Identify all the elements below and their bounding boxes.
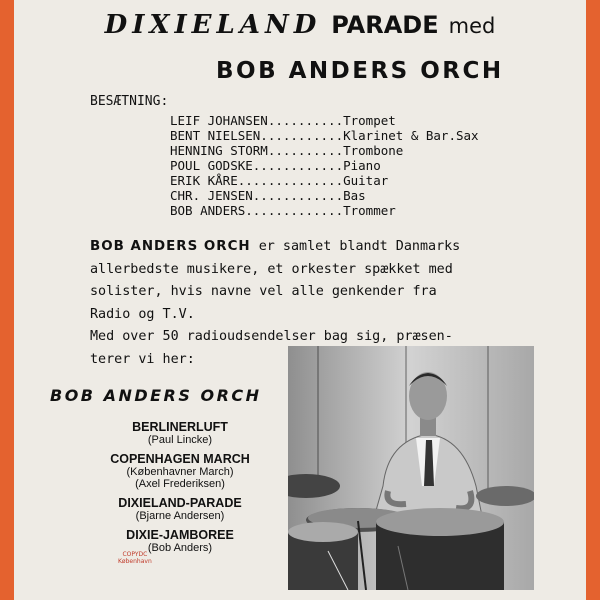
- lineup-row: BOB ANDERS.............Trommer: [170, 203, 396, 218]
- description-line: [90, 236, 510, 259]
- band-title: BOB ANDERS ORCH: [216, 58, 504, 84]
- lineup-label: BESÆTNING:: [90, 94, 169, 109]
- track-credit: (Axel Frederiksen): [135, 478, 225, 490]
- track-title: DIXIELAND-PARADE: [118, 496, 242, 510]
- lineup-row: HENNING STORM..........Trombone: [170, 143, 404, 158]
- title-parade: PARADE: [331, 11, 439, 39]
- main-title: [0, 10, 600, 40]
- description-line: Radio og T.V.: [90, 306, 195, 322]
- track-title: DIXIE-JAMBOREE: [126, 528, 234, 542]
- orchestra-heading: BOB ANDERS ORCH: [50, 386, 262, 405]
- description-line: terer vi her:: [90, 351, 195, 367]
- stamp-line: COPYDC: [122, 551, 148, 558]
- track-item: [60, 496, 300, 522]
- title-dixieland: DIXIELAND: [104, 10, 322, 40]
- sleeve-edge-left: [0, 0, 14, 600]
- copydan-stamp: [118, 551, 152, 565]
- lineup-row: ERIK KÅRE..............Guitar: [170, 173, 389, 188]
- lineup-row: BENT NIELSEN...........Klarinet & Bar.Sax: [170, 128, 479, 143]
- lineup-row: LEIF JOHANSEN..........Trompet: [170, 113, 396, 128]
- description-band-name: BOB ANDERS ORCH: [90, 239, 251, 254]
- lineup-row: POUL GODSKE............Piano: [170, 158, 381, 173]
- track-credit: (Paul Lincke): [147, 434, 213, 446]
- sleeve-edge-right: [586, 0, 600, 600]
- title-med: med: [448, 14, 496, 38]
- lineup-row: CHR. JENSEN............Bas: [170, 188, 366, 203]
- track-item: [60, 528, 300, 554]
- track-credit: (Københavner March): [126, 466, 234, 478]
- track-item: [60, 420, 300, 446]
- description-line: allerbedste musikere, et orkester spækket med: [90, 261, 453, 277]
- stamp-line: København: [118, 558, 152, 565]
- track-title: BERLINERLUFT: [132, 420, 228, 434]
- track-item: [60, 452, 300, 490]
- description-line1-rest: er samlet blandt Danmarks: [250, 239, 461, 254]
- description-line: Med over 50 radioudsendelser bag sig, præsen-: [90, 329, 453, 344]
- drummer-photo-illustration: [288, 346, 534, 590]
- drummer-photo: [288, 346, 534, 590]
- track-list: [60, 420, 300, 560]
- track-credit: (Bob Anders): [147, 542, 213, 554]
- description-line: solister, hvis navne vel alle genkender fra: [90, 284, 437, 299]
- track-title: COPENHAGEN MARCH: [110, 452, 250, 466]
- lineup-list: [170, 113, 479, 218]
- track-credit: (Bjarne Andersen): [135, 510, 225, 522]
